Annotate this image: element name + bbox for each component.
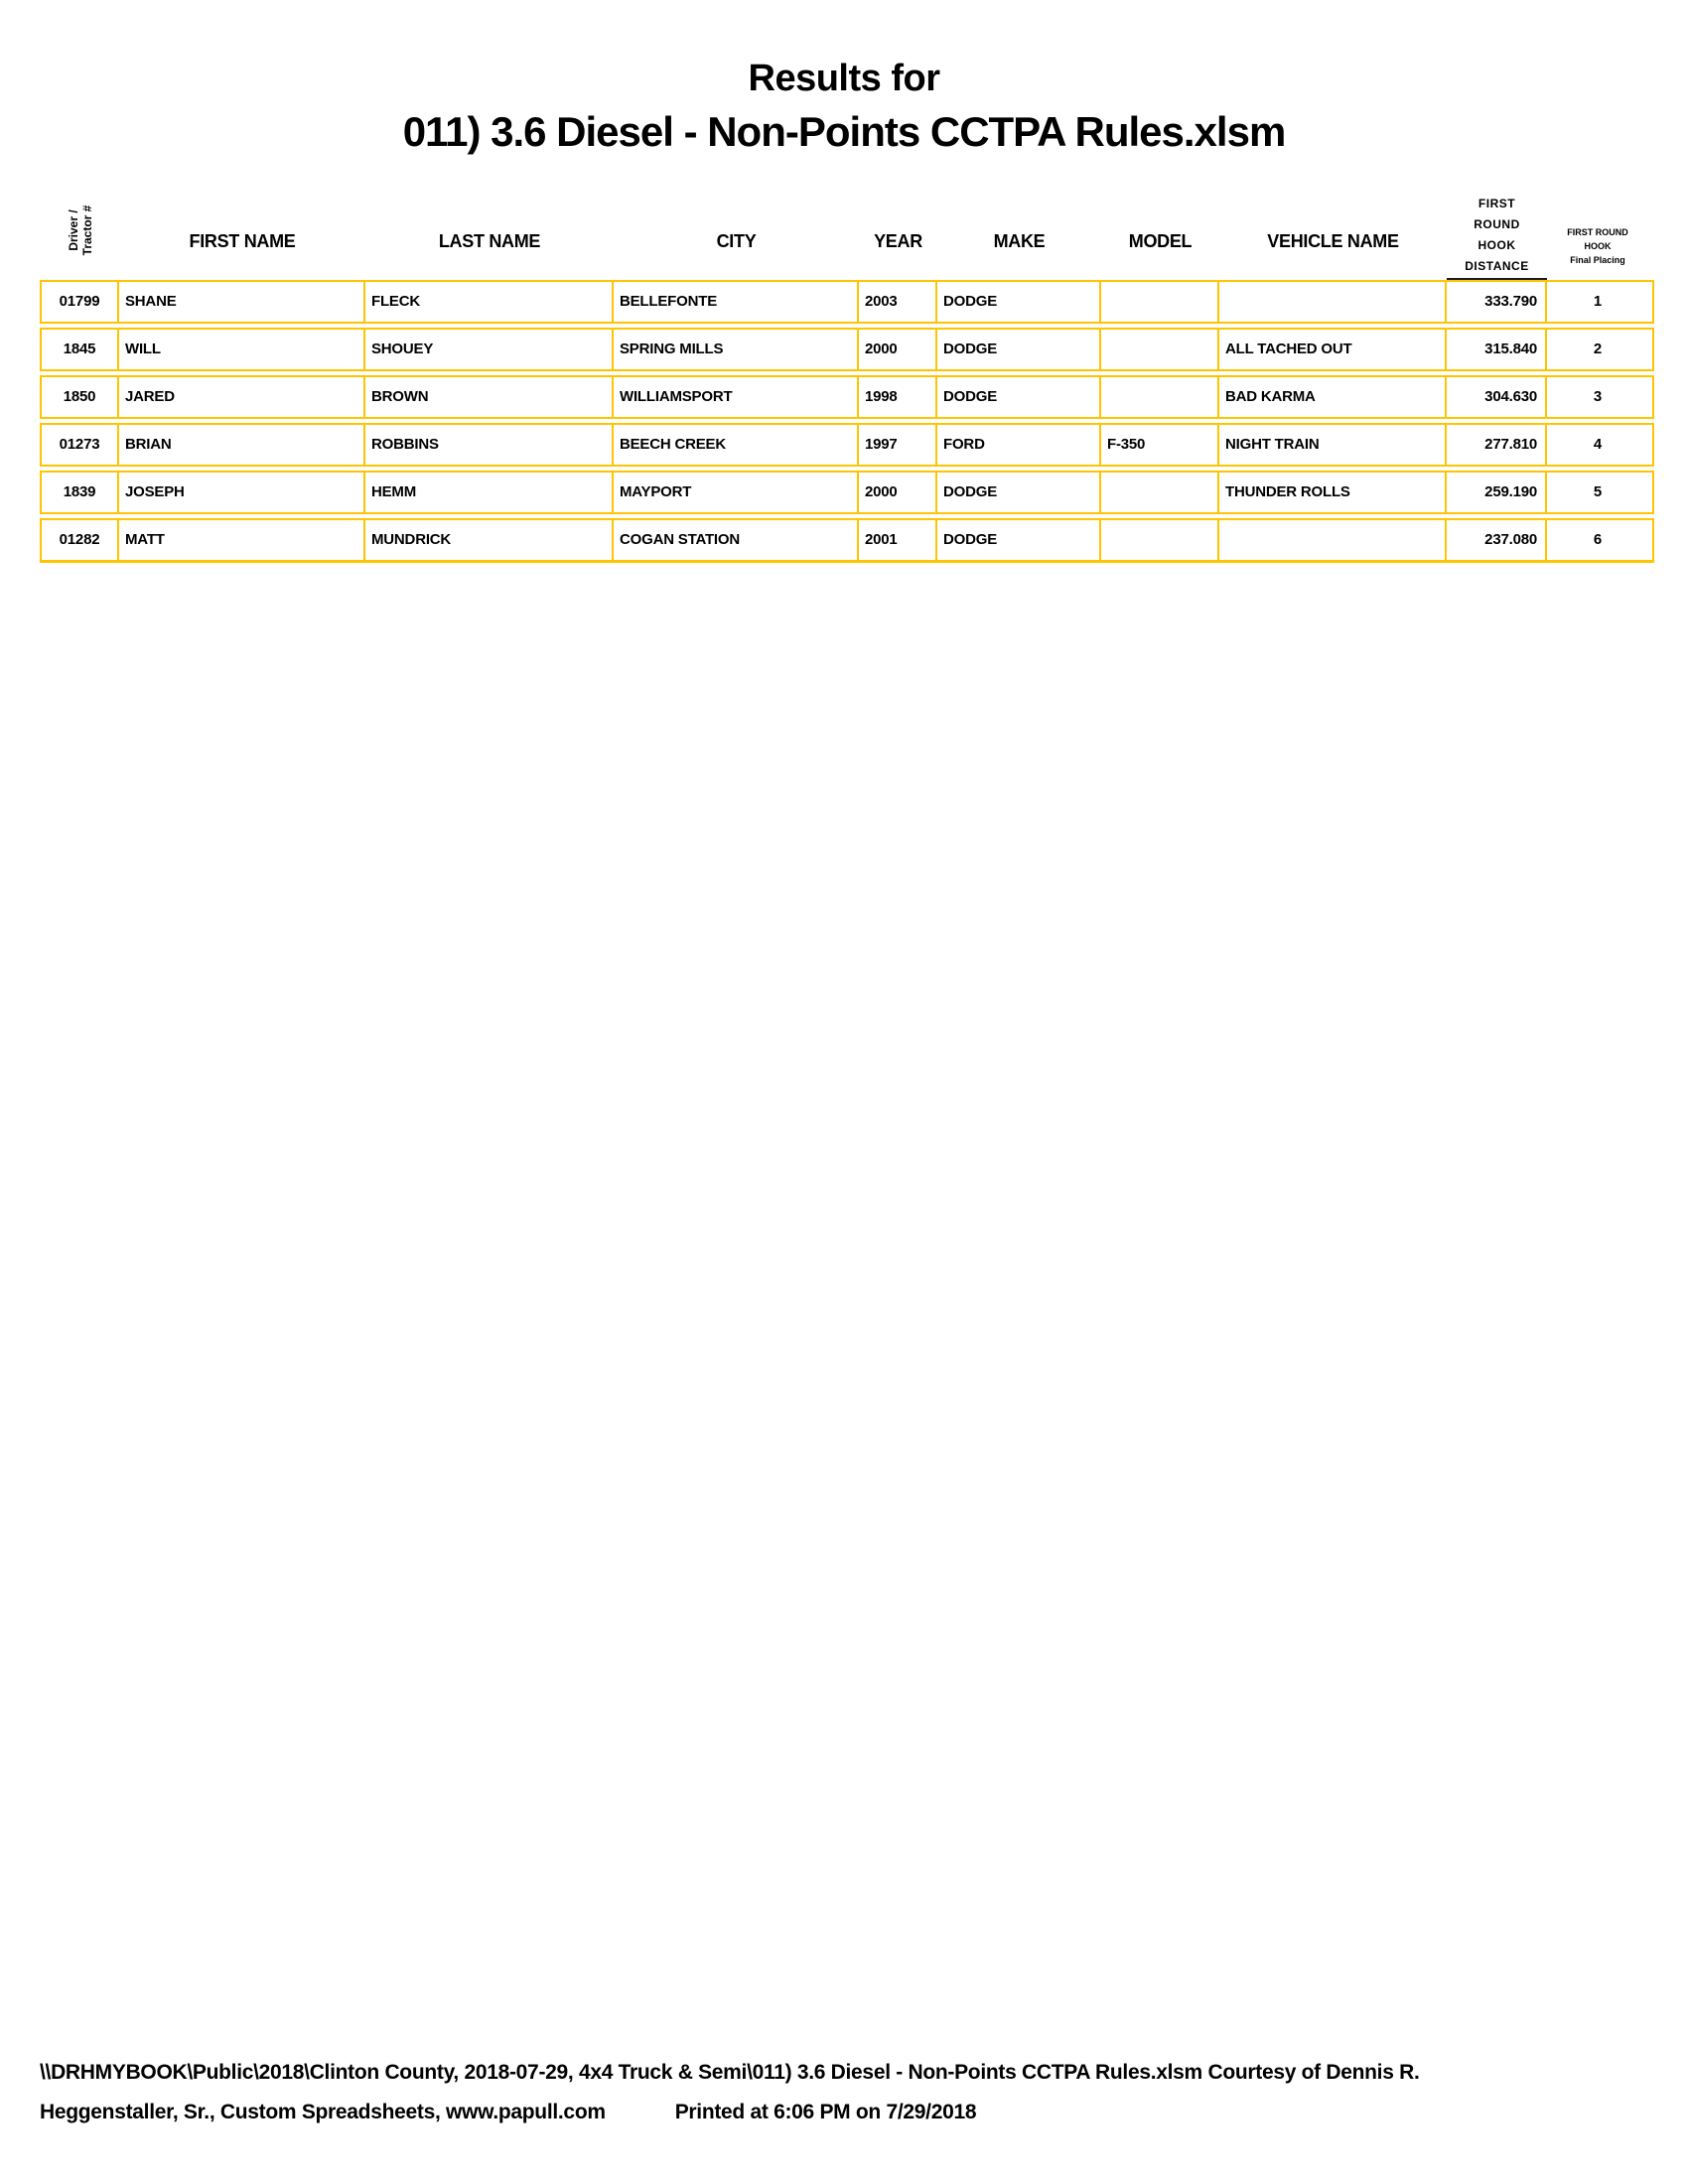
model-cell: [1101, 330, 1219, 369]
table-row: [40, 518, 1654, 563]
first-name-cell: WILL: [119, 330, 365, 369]
year-cell: 2000: [859, 330, 937, 369]
model-cell: [1101, 282, 1219, 322]
driver-number-cell: 1850: [42, 377, 119, 417]
city-cell: BEECH CREEK: [614, 425, 859, 465]
first-name-cell: BRIAN: [119, 425, 365, 465]
column-header-driver-tractor: [42, 189, 119, 280]
city-cell: COGAN STATION: [614, 520, 859, 560]
column-header-vehicle-name: VEHICLE NAME: [1267, 231, 1399, 251]
distance-cell: 277.810: [1447, 425, 1547, 465]
vehicle-name-cell: BAD KARMA: [1219, 377, 1447, 417]
vehicle-name-cell: THUNDER ROLLS: [1219, 473, 1447, 512]
distance-header-line: ROUND: [1474, 217, 1520, 231]
footer-credit: Heggenstaller, Sr., Custom Spreadsheets, www.papull.com: [40, 2101, 606, 2123]
column-header-city: CITY: [716, 231, 757, 251]
driver-number-cell: 1845: [42, 330, 119, 369]
placing-header-line: HOOK: [1584, 241, 1612, 251]
distance-cell: 259.190: [1447, 473, 1547, 512]
first-name-cell: SHANE: [119, 282, 365, 322]
city-cell: MAYPORT: [614, 473, 859, 512]
first-name-cell: JARED: [119, 377, 365, 417]
year-cell: 1997: [859, 425, 937, 465]
page-title: Results for: [748, 58, 940, 99]
driver-number-cell: 01273: [42, 425, 119, 465]
distance-cell: 304.630: [1447, 377, 1547, 417]
placing-header-line: FIRST ROUND: [1567, 227, 1628, 237]
footer-line2: [40, 2093, 1653, 2132]
make-cell: DODGE: [937, 282, 1101, 322]
model-cell: [1101, 377, 1219, 417]
distance-cell: 237.080: [1447, 520, 1547, 560]
table-header-row: [40, 189, 1654, 280]
year-cell: 2001: [859, 520, 937, 560]
footer-printed-timestamp: Printed at 6:06 PM on 7/29/2018: [674, 2101, 977, 2123]
city-cell: SPRING MILLS: [614, 330, 859, 369]
placing-header-line: Final Placing: [1570, 255, 1625, 265]
driver-header-line2: Tractor #: [80, 205, 94, 256]
model-cell: F-350: [1101, 425, 1219, 465]
placing-cell: 4: [1593, 436, 1603, 453]
make-cell: DODGE: [937, 330, 1101, 369]
city-cell: BELLEFONTE: [614, 282, 859, 322]
placing-cell: 2: [1593, 341, 1603, 357]
vehicle-name-cell: [1219, 520, 1447, 560]
make-cell: DODGE: [937, 473, 1101, 512]
distance-header-line: HOOK: [1477, 238, 1516, 252]
last-name-cell: SHOUEY: [365, 330, 614, 369]
driver-number-cell: 1839: [42, 473, 119, 512]
table-row: [40, 375, 1654, 419]
column-header-model: MODEL: [1128, 231, 1193, 251]
model-cell: [1101, 473, 1219, 512]
results-table: [40, 189, 1654, 563]
page-footer: [40, 2053, 1653, 2132]
model-cell: [1101, 520, 1219, 560]
driver-number-cell: 01282: [42, 520, 119, 560]
distance-header-line: DISTANCE: [1465, 259, 1529, 273]
distance-header-line: FIRST: [1477, 197, 1516, 210]
table-row: [40, 328, 1654, 371]
make-cell: DODGE: [937, 377, 1101, 417]
driver-number-cell: 01799: [42, 282, 119, 322]
year-cell: 2003: [859, 282, 937, 322]
city-cell: WILLIAMSPORT: [614, 377, 859, 417]
vehicle-name-cell: NIGHT TRAIN: [1219, 425, 1447, 465]
table-row: [40, 471, 1654, 514]
vehicle-name-cell: [1219, 282, 1447, 322]
footer-file-path: \\DRHMYBOOK\Public\2018\Clinton County, 2018-07-29, 4x4 Truck & Semi\011) 3.6 Diesel - Non-Points CCTPA Rules.xlsm Courtesy of Dennis R.: [40, 2061, 1420, 2084]
last-name-cell: BROWN: [365, 377, 614, 417]
placing-cell: 5: [1593, 483, 1603, 500]
table-row: [40, 280, 1654, 324]
make-cell: FORD: [937, 425, 1101, 465]
placing-cell: 6: [1593, 531, 1603, 548]
make-cell: DODGE: [937, 520, 1101, 560]
placing-cell: 1: [1593, 293, 1603, 310]
column-header-final-placing: [1547, 225, 1648, 267]
first-name-cell: JOSEPH: [119, 473, 365, 512]
last-name-cell: ROBBINS: [365, 425, 614, 465]
distance-cell: 315.840: [1447, 330, 1547, 369]
year-cell: 2000: [859, 473, 937, 512]
placing-cell: 3: [1593, 388, 1603, 405]
first-name-cell: MATT: [119, 520, 365, 560]
column-header-first-name: FIRST NAME: [189, 231, 296, 251]
driver-header-line1: Driver /: [67, 209, 80, 251]
column-header-last-name: LAST NAME: [438, 231, 541, 251]
year-cell: 1998: [859, 377, 937, 417]
last-name-cell: FLECK: [365, 282, 614, 322]
table-row: [40, 423, 1654, 467]
page-subtitle-filename: 011) 3.6 Diesel - Non-Points CCTPA Rules.xlsm: [402, 108, 1286, 155]
vehicle-name-cell: ALL TACHED OUT: [1219, 330, 1447, 369]
column-header-make: MAKE: [993, 231, 1046, 251]
column-header-first-round-hook-distance: [1447, 194, 1547, 280]
last-name-cell: HEMM: [365, 473, 614, 512]
last-name-cell: MUNDRICK: [365, 520, 614, 560]
column-header-year: YEAR: [874, 231, 922, 251]
distance-cell: 333.790: [1447, 282, 1547, 322]
